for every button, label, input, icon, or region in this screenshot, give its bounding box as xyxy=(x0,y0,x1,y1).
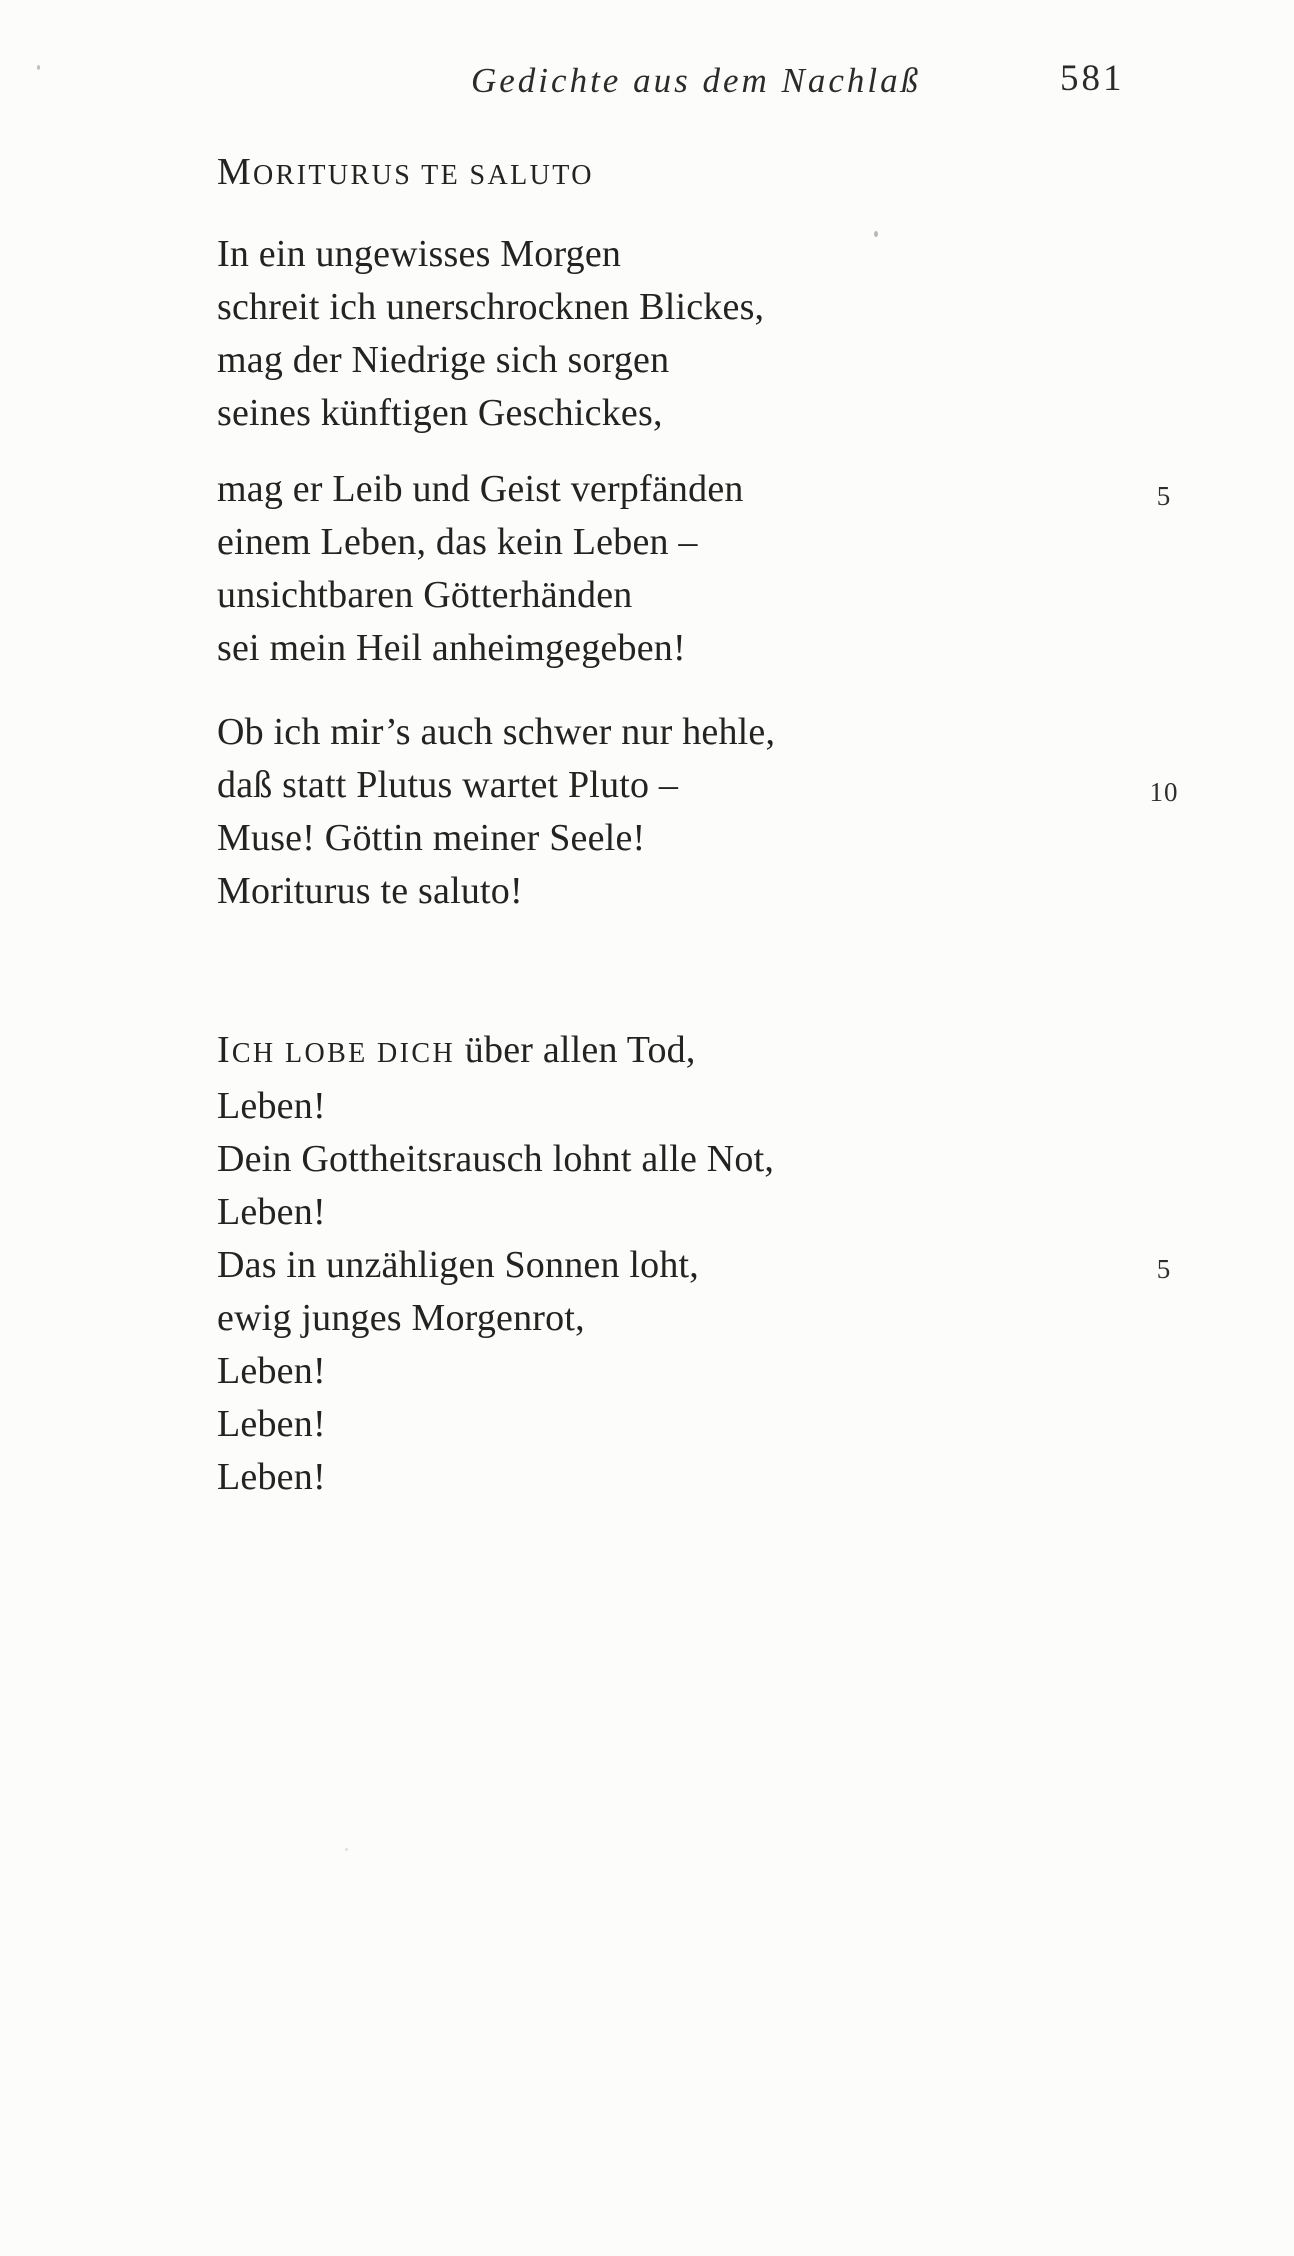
verse-lead-initial: I xyxy=(217,1029,232,1071)
scan-speck xyxy=(37,65,40,70)
verse-line xyxy=(217,1024,774,1080)
verse-line: Leben! xyxy=(217,1456,326,1498)
verse-line: Leben! xyxy=(217,1403,326,1445)
poem-title xyxy=(217,150,594,198)
stanza-1 xyxy=(217,228,764,440)
verse-lead-small-caps: CH LOBE DICH xyxy=(231,1038,456,1069)
verse-line-number-5: 5 xyxy=(1156,481,1172,511)
verse-line: unsichtbaren Götterhänden xyxy=(217,574,633,616)
verse-line: Das in unzähligen Sonnen loht, xyxy=(217,1244,699,1286)
poem-title-small-caps: ORITURUS TE SALUTO xyxy=(253,160,594,191)
verse-line: Dein Gottheitsrausch lohnt alle Not, xyxy=(217,1138,775,1180)
verse-line: Leben! xyxy=(217,1085,326,1127)
verse-line: daß statt Plutus wartet Pluto – xyxy=(217,764,679,806)
verse-line: einem Leben, das kein Leben – xyxy=(217,521,698,563)
stanza-3 xyxy=(217,706,775,918)
verse-line: Ob ich mir’s auch schwer nur hehle, xyxy=(217,711,776,753)
scan-speck xyxy=(345,1848,348,1851)
verse-line: sei mein Heil anheimgegeben! xyxy=(217,627,686,669)
poem-title-initial: M xyxy=(217,151,253,193)
scan-speck xyxy=(874,231,878,237)
verse-line: schreit ich unerschrocknen Blickes, xyxy=(217,286,765,328)
verse-line: mag der Niedrige sich sorgen xyxy=(217,339,670,381)
poem2-stanza xyxy=(217,1024,774,1504)
verse-line: Muse! Göttin meiner Seele! xyxy=(217,817,646,859)
verse-line: mag er Leib und Geist verpfänden xyxy=(217,468,744,510)
verse-line: In ein ungewisses Morgen xyxy=(217,233,622,275)
verse-line: Moriturus te saluto! xyxy=(217,870,523,912)
verse-line-number-10: 10 xyxy=(1149,777,1179,807)
stanza-2 xyxy=(217,463,744,675)
running-head: Gedichte aus dem Nachlaß xyxy=(471,61,922,100)
page-number: 581 xyxy=(1060,58,1125,99)
verse-line: seines künftigen Geschickes, xyxy=(217,392,663,434)
verse-line: Leben! xyxy=(217,1191,326,1233)
verse-line-number-5b: 5 xyxy=(1156,1254,1172,1284)
verse-line: Leben! xyxy=(217,1350,326,1392)
verse-line: ewig junges Morgenrot, xyxy=(217,1297,585,1339)
verse-lead-rest: über allen Tod, xyxy=(455,1029,696,1071)
